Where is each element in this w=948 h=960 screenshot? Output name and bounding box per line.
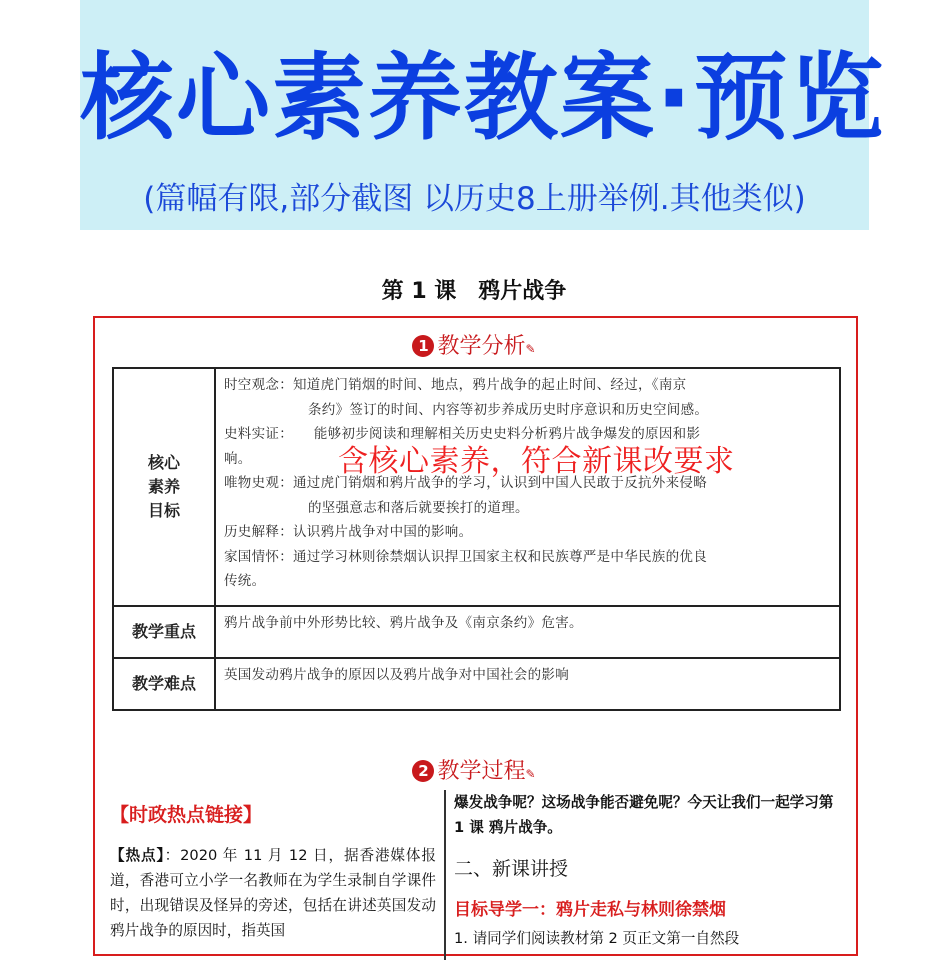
core-item-interpretation: 历史解释：认识鸦片战争对中国的影响。 bbox=[224, 524, 473, 540]
hot-topic-body: 【热点】：2020 年 11 月 12 日，据香港媒体报道，香港可立小学一名教师在为学生录制自学课件时，出现错误及怪异的旁述，包括在讲述英国发动鸦片战争的原因时，指英国 bbox=[110, 847, 436, 939]
new-lesson-heading: 二、新课讲授 bbox=[454, 858, 569, 880]
banner-subtitle: (篇幅有限,部分截图 以历史8上册举例.其他类似) bbox=[143, 181, 806, 217]
column-divider bbox=[444, 790, 446, 960]
pencil-icon: ✎ bbox=[525, 342, 536, 356]
core-item-patriotism: 家国情怀：通过学习林则徐禁烟认识捍卫国家主权和民族尊严是中华民族的优良 传统。 bbox=[224, 548, 707, 589]
core-item-materialism: 唯物史观：通过虎门销烟和鸦片战争的学习，认识到中国人民敢于反抗外来侵略 的坚强意志和落后就要挨打的道理。 bbox=[224, 475, 707, 516]
promo-overlay-note: 含核心素养，符合新课改要求 bbox=[338, 444, 735, 479]
hot-topic-column bbox=[110, 800, 436, 943]
core-item-label: 时空观念： bbox=[224, 377, 293, 393]
preview-banner bbox=[80, 0, 886, 230]
section-number-badge: 2 bbox=[412, 760, 434, 782]
section-label: 教学过程 bbox=[437, 759, 526, 784]
section-heading-analysis bbox=[0, 329, 948, 360]
lesson-intro-text: 爆发战争呢？这场战争能否避免呢？今天让我们一起学习第 1 课 鸦片战争。 bbox=[454, 794, 834, 836]
banner-title: 核心素养教案·预览 bbox=[80, 44, 886, 153]
core-literacy-label: 核心素养目标 bbox=[113, 368, 215, 606]
section-heading-process bbox=[0, 754, 948, 785]
core-item-spacetime: 时空观念：知道虎门销烟的时间、地点，鸦片战争的起止时间、经过，《南京 条约》签订的时间、内容等初步养成历史时序意识和历史空间感。 bbox=[224, 377, 709, 418]
core-item-label: 历史解释： bbox=[224, 524, 293, 540]
pencil-icon: ✎ bbox=[525, 767, 536, 781]
core-item-label: 家国情怀： bbox=[224, 548, 293, 565]
lesson-title: 第 1 课 鸦片战争 bbox=[381, 279, 567, 304]
step-text: 1. 请同学们阅读教材第 2 页正文第一自然段 bbox=[454, 930, 740, 947]
key-points-content: 鸦片战争前中外形势比较、鸦片战争及《南京条约》危害。 bbox=[215, 606, 840, 658]
lesson-process-column bbox=[454, 790, 844, 951]
core-item-label: 史料实证： bbox=[224, 426, 287, 442]
difficulties-label: 教学难点 bbox=[113, 658, 215, 710]
goal-heading: 目标导学一：鸦片走私与林则徐禁烟 bbox=[454, 900, 726, 920]
hot-topic-heading: 【时政热点链接】 bbox=[110, 804, 263, 826]
section-number-badge: 1 bbox=[412, 335, 434, 357]
difficulties-content: 英国发动鸦片战争的原因以及鸦片战争对中国社会的影响 bbox=[215, 658, 840, 710]
core-item-label: 唯物史观： bbox=[224, 475, 293, 491]
hot-topic-tag: 【热点】 bbox=[110, 847, 165, 864]
analysis-table bbox=[112, 367, 841, 711]
section-label: 教学分析 bbox=[437, 334, 526, 359]
core-item-evidence: 史料实证： 能够初步阅读和理解相关历史史料分析鸦片战争爆发的原因和影 响。 bbox=[224, 426, 701, 467]
core-literacy-content bbox=[215, 368, 840, 606]
key-points-label: 教学重点 bbox=[113, 606, 215, 658]
